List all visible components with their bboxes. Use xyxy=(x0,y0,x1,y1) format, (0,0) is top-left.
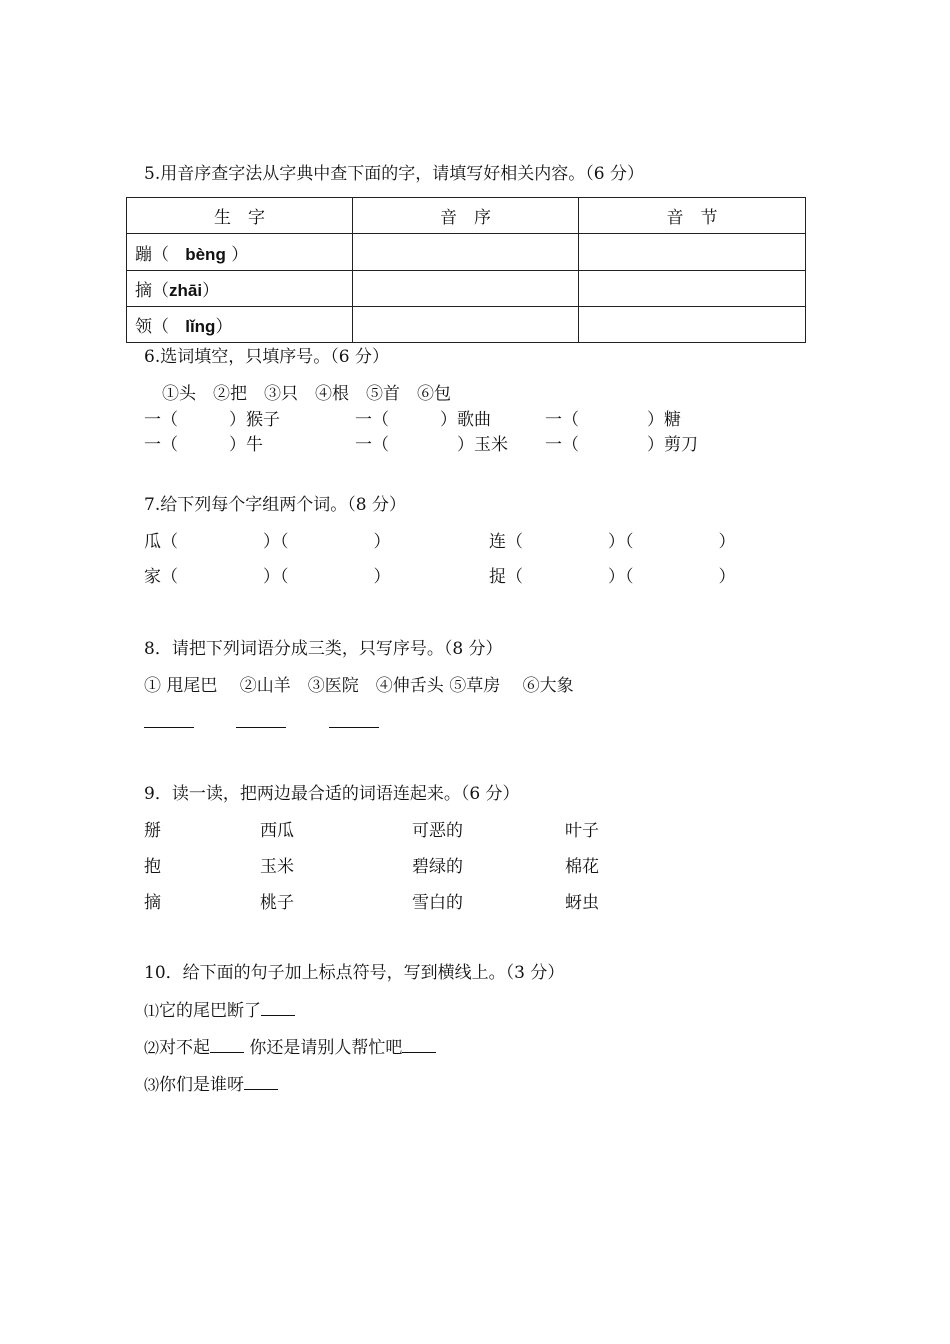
q6-blank-2[interactable]: 一（ ）歌曲 xyxy=(355,410,491,430)
q10-answer-blank[interactable] xyxy=(210,1036,244,1053)
q10-sentence-2: ⑵对不起 你还是请别人帮忙吧 xyxy=(144,1036,436,1059)
q5-answer-syllable[interactable] xyxy=(579,307,806,343)
q8-items: ① 甩尾巴 ②山羊 ③医院 ④伸舌头 ⑤草房 ⑥大象 xyxy=(144,676,574,696)
q5-table xyxy=(126,197,806,343)
q5-title: 5.用音序查字法从字典中查下面的字，请填写好相关内容。（6 分） xyxy=(144,164,644,184)
q5-answer-syllable[interactable] xyxy=(579,271,806,307)
q6-options: ①头 ②把 ③只 ④根 ⑤首 ⑥包 xyxy=(162,384,451,404)
q9-object[interactable]: 桃子 xyxy=(260,893,294,913)
q9-noun[interactable]: 棉花 xyxy=(565,857,599,877)
q6-blank-5[interactable]: 一（ ）玉米 xyxy=(355,435,508,455)
q9-verb[interactable]: 抱 xyxy=(144,857,161,877)
q7-title: 7.给下列每个字组两个词。（8 分） xyxy=(144,495,406,515)
q9-noun[interactable]: 蚜虫 xyxy=(565,893,599,913)
q5-answer-initial[interactable] xyxy=(353,234,579,271)
q8-answer-line-2[interactable] xyxy=(236,727,286,728)
q7-word-row[interactable]: 家（ ）（ ） xyxy=(144,567,391,587)
q5-header-syllable: 音 节 xyxy=(579,198,806,234)
q10-answer-blank[interactable] xyxy=(261,999,295,1016)
q5-row-char: 领（ lǐng） xyxy=(127,307,353,343)
q10-answer-blank[interactable] xyxy=(402,1036,436,1053)
q9-adjective[interactable]: 碧绿的 xyxy=(412,857,463,877)
q7-word-row[interactable]: 瓜（ ）（ ） xyxy=(144,532,391,552)
q10-sentence-1: ⑴它的尾巴断了 xyxy=(144,999,295,1022)
q5-answer-initial[interactable] xyxy=(353,307,579,343)
q9-verb[interactable]: 摘 xyxy=(144,893,161,913)
q5-header-initial: 音 序 xyxy=(353,198,579,234)
q9-object[interactable]: 玉米 xyxy=(260,857,294,877)
q9-title: 9．读一读，把两边最合适的词语连起来。（6 分） xyxy=(144,784,520,804)
q6-blank-3[interactable]: 一（ ）糖 xyxy=(545,410,681,430)
q8-title: 8．请把下列词语分成三类，只写序号。（8 分） xyxy=(144,639,503,659)
q9-adjective[interactable]: 雪白的 xyxy=(412,893,463,913)
q9-adjective[interactable]: 可恶的 xyxy=(412,821,463,841)
q5-row-char: 摘（zhāi） xyxy=(127,271,353,307)
q7-word-row[interactable]: 捉（ ）（ ） xyxy=(489,567,736,587)
q10-sentence-3: ⑶你们是谁呀 xyxy=(144,1073,278,1096)
q10-title: 10．给下面的句子加上标点符号，写到横线上。（3 分） xyxy=(144,963,565,983)
q5-answer-initial[interactable] xyxy=(353,271,579,307)
q10-answer-blank[interactable] xyxy=(244,1073,278,1090)
q6-blank-6[interactable]: 一（ ）剪刀 xyxy=(545,435,698,455)
q6-blank-1[interactable]: 一（ ）猴子 xyxy=(144,410,280,430)
q5-row-char: 蹦（ bèng ） xyxy=(127,234,353,271)
q9-noun[interactable]: 叶子 xyxy=(565,821,599,841)
q8-answer-line-3[interactable] xyxy=(329,727,379,728)
q5-answer-syllable[interactable] xyxy=(579,234,806,271)
q5-header-char: 生 字 xyxy=(127,198,353,234)
q6-blank-4[interactable]: 一（ ）牛 xyxy=(144,435,263,455)
q9-object[interactable]: 西瓜 xyxy=(260,821,294,841)
q9-verb[interactable]: 掰 xyxy=(144,821,161,841)
q8-answer-line-1[interactable] xyxy=(144,727,194,728)
q7-word-row[interactable]: 连（ ）（ ） xyxy=(489,532,736,552)
q6-title: 6.选词填空，只填序号。（6 分） xyxy=(144,347,389,367)
